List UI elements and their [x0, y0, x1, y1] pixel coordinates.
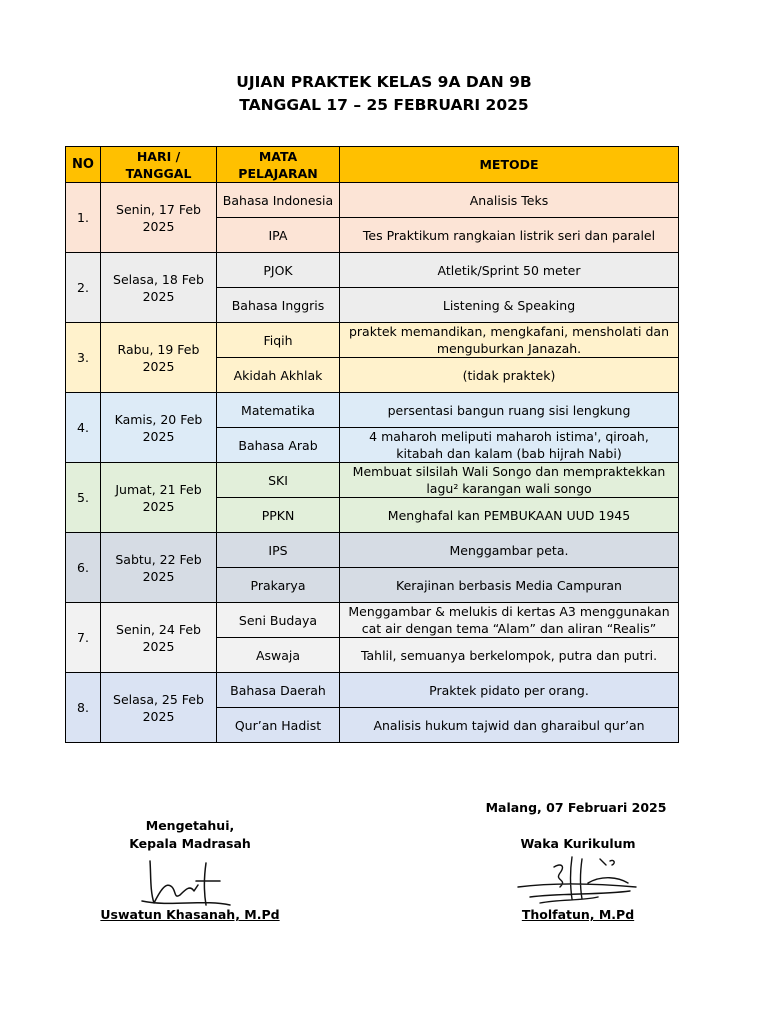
day-date-line2: 2025 [142, 428, 175, 444]
header-method: METODE [340, 147, 679, 183]
document-title: UJIAN PRAKTEK KELAS 9A DAN 9B [236, 73, 532, 91]
day-date-cell [101, 393, 217, 463]
day-date-line2: 2025 [142, 498, 175, 514]
day-date-cell [101, 603, 217, 673]
subject-cell: PJOK [217, 253, 340, 288]
row-number: 7. [66, 603, 101, 673]
day-date-cell [101, 183, 217, 253]
method-cell [340, 358, 679, 393]
subject-cell: PPKN [217, 498, 340, 533]
method-cell [340, 673, 679, 708]
day-date-line1: Jumat, 21 Feb [115, 481, 202, 497]
method-line1: Membuat silsilah Wali Songo dan mempraktekkan [352, 464, 666, 479]
day-date-cell [101, 253, 217, 323]
day-date-line1: Selasa, 18 Feb [113, 271, 204, 287]
subject-cell: Bahasa Indonesia [217, 183, 340, 218]
method-line2: lagu² karangan wali songo [426, 481, 592, 496]
method-cell [340, 603, 679, 638]
method-line1: Praktek pidato per orang. [429, 682, 589, 698]
table-row [66, 533, 679, 568]
header-day-line1: HARI / [136, 148, 181, 164]
day-date-line2: 2025 [142, 638, 175, 654]
method-line1: Menggambar peta. [449, 542, 569, 558]
method-cell [340, 533, 679, 568]
row-number: 5. [66, 463, 101, 533]
right-signer-title: Waka Kurikulum [520, 836, 636, 851]
method-cell [340, 323, 679, 358]
right-signer-name: Tholfatun, M.Pd [521, 907, 635, 922]
subject-cell: Bahasa Arab [217, 428, 340, 463]
left-signer-title: Kepala Madrasah [129, 836, 251, 851]
day-date-line1: Kamis, 20 Feb [114, 411, 203, 427]
method-line2: kitabah dan kalam (bab hijrah Nabi) [396, 446, 622, 461]
day-date-cell [101, 323, 217, 393]
header-day-date [101, 147, 217, 183]
method-cell [340, 393, 679, 428]
left-signature-icon [120, 855, 240, 913]
subject-cell: Bahasa Daerah [217, 673, 340, 708]
place-date: Malang, 07 Februari 2025 [485, 800, 667, 815]
table-row [66, 673, 679, 708]
table-row [66, 393, 679, 428]
table-row [66, 463, 679, 498]
method-line1: Menggambar & melukis di kertas A3 menggunakan [348, 604, 670, 619]
method-cell [340, 463, 679, 498]
exam-schedule-table [65, 146, 679, 743]
method-cell [340, 253, 679, 288]
row-number: 4. [66, 393, 101, 463]
subject-cell: Fiqih [217, 323, 340, 358]
row-number: 3. [66, 323, 101, 393]
method-line1: Analisis hukum tajwid dan gharaibul qur’an [373, 717, 645, 733]
method-line1: Tes Praktikum rangkaian listrik seri dan paralel [362, 227, 656, 243]
method-line1: Atletik/Sprint 50 meter [437, 262, 581, 278]
left-signer-name: Uswatun Khasanah, M.Pd [100, 907, 280, 922]
table-row [66, 183, 679, 218]
subject-cell: Seni Budaya [217, 603, 340, 638]
method-cell [340, 498, 679, 533]
row-number: 2. [66, 253, 101, 323]
method-line1: 4 maharoh meliputi maharoh istima', qiroah, [369, 429, 649, 444]
subject-cell: IPA [217, 218, 340, 253]
day-date-line1: Senin, 17 Feb [116, 201, 201, 217]
row-number: 6. [66, 533, 101, 603]
table-header-row [66, 147, 679, 183]
header-subject [217, 147, 340, 183]
day-date-line1: Selasa, 25 Feb [113, 691, 204, 707]
method-cell [340, 708, 679, 743]
method-line1: Analisis Teks [469, 192, 549, 208]
method-line1: Tahlil, semuanya berkelompok, putra dan putri. [360, 647, 658, 663]
subject-cell: Matematika [217, 393, 340, 428]
day-date-line1: Senin, 24 Feb [116, 621, 201, 637]
subject-cell: Bahasa Inggris [217, 288, 340, 323]
subject-cell: Prakarya [217, 568, 340, 603]
row-number: 8. [66, 673, 101, 743]
method-cell [340, 218, 679, 253]
method-line2: menguburkan Janazah. [436, 341, 582, 356]
subject-cell: Qur’an Hadist [217, 708, 340, 743]
table-row [66, 323, 679, 358]
day-date-line1: Rabu, 19 Feb [117, 341, 200, 357]
method-cell [340, 428, 679, 463]
day-date-line2: 2025 [142, 708, 175, 724]
day-date-line2: 2025 [142, 288, 175, 304]
method-line1: praktek memandikan, mengkafani, mensholati dan [348, 324, 670, 339]
day-date-line2: 2025 [142, 218, 175, 234]
day-date-line1: Sabtu, 22 Feb [115, 551, 202, 567]
table-body [66, 183, 679, 743]
method-line2: cat air dengan tema “Alam” dan aliran “Realis” [361, 621, 657, 636]
left-signer-label1: Mengetahui, [145, 818, 235, 833]
method-line1: Listening & Speaking [442, 297, 576, 313]
row-number: 1. [66, 183, 101, 253]
table-row [66, 603, 679, 638]
day-date-line2: 2025 [142, 568, 175, 584]
table-row [66, 253, 679, 288]
header-subject-line1: MATA [258, 148, 298, 164]
method-line1: persentasi bangun ruang sisi lengkung [387, 402, 631, 418]
subject-cell: Aswaja [217, 638, 340, 673]
header-subject-line2: PELAJARAN [238, 165, 318, 181]
method-line1: Menghafal kan PEMBUKAAN UUD 1945 [387, 507, 631, 523]
day-date-cell [101, 463, 217, 533]
day-date-cell [101, 673, 217, 743]
method-cell [340, 638, 679, 673]
method-line1: Kerajinan berbasis Media Campuran [396, 577, 622, 593]
document-subtitle: TANGGAL 17 – 25 FEBRUARI 2025 [239, 96, 529, 114]
subject-cell: SKI [217, 463, 340, 498]
method-cell [340, 183, 679, 218]
header-no: NO [66, 147, 101, 183]
subject-cell: IPS [217, 533, 340, 568]
method-cell [340, 568, 679, 603]
right-signature-icon [510, 853, 640, 909]
header-day-line2: TANGGAL [125, 165, 192, 181]
method-cell [340, 288, 679, 323]
day-date-cell [101, 533, 217, 603]
method-line1: (tidak praktek) [462, 367, 556, 383]
subject-cell: Akidah Akhlak [217, 358, 340, 393]
day-date-line2: 2025 [142, 358, 175, 374]
